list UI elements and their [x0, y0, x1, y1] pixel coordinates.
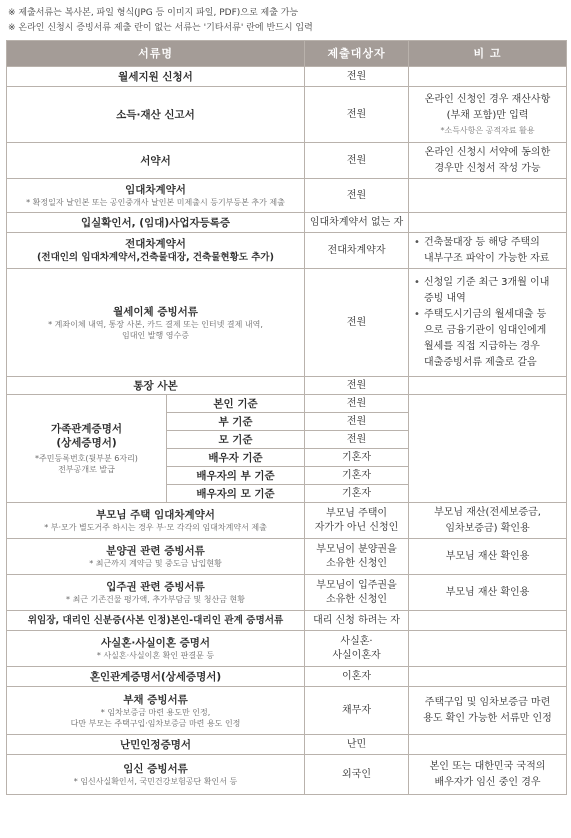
table-row: [7, 269, 567, 377]
remark-cell: [409, 667, 567, 687]
target-cell: 기혼자: [305, 467, 409, 485]
family-cert-cell: [7, 395, 167, 503]
target-cell: 외국인: [305, 755, 409, 795]
doc-note: * 사실혼·사실이혼 확인 판결문 등: [96, 651, 215, 660]
doc-name: 월세지원 신청서: [118, 70, 193, 83]
table-row: [7, 395, 567, 413]
remark-cell: 주택구입 및 임차보증금 마련 용도 확인 가능한 서류만 인정: [409, 687, 567, 735]
table-row: [7, 735, 567, 755]
target-cell: 전원: [305, 431, 409, 449]
doc-note: * 최근 기존건물 평가액, 추가부담금 및 청산금 현황: [66, 595, 245, 604]
header-target: 제출대상자: [305, 41, 409, 67]
remark-line: (부채 포함)만 입력: [446, 109, 529, 121]
notice-line-1: ※ 제출서류는 복사본, 파일 형식(JPG 등 이미지 파일, PDF)으로 제출 가능: [8, 8, 299, 18]
remark-line: 온라인 신청시 서약에 동의한: [424, 146, 551, 158]
doc-note: 임대인 발행 영수증: [122, 330, 189, 340]
family-basis: 배우자의 부 기준: [196, 469, 275, 482]
doc-note: *주민등록번호(뒷부분 6자리): [35, 454, 138, 463]
table-row: [7, 143, 567, 179]
doc-name: 부모님 주택 임대차계약서: [96, 509, 215, 521]
target-cell: 전원: [305, 143, 409, 179]
table-row: [7, 87, 567, 143]
table-row: [7, 755, 567, 795]
remark-cell: 부모님 재산 확인용: [409, 539, 567, 575]
doc-name: 서약서: [140, 154, 171, 167]
remark-cell: [409, 213, 567, 233]
remark-cell: 부모님 재산(전세보증금, 임차보증금) 확인용: [409, 503, 567, 539]
table-row: [7, 667, 567, 687]
remark-bullet: • 신청일 기준 최근 3개월 이내 증빙 내역: [412, 275, 563, 307]
remark-bullets: [412, 275, 563, 371]
doc-name: 사실혼·사실이혼 증명서: [100, 637, 211, 649]
doc-name: 통장 사본: [133, 379, 178, 392]
table-row: [7, 539, 567, 575]
target-cell: 전대차계약자: [305, 233, 409, 269]
target-cell: 기혼자: [305, 485, 409, 503]
doc-name: 월세이체 증빙서류: [113, 305, 198, 318]
remark-sub: *소득사항은 공적자료 활용: [440, 125, 535, 135]
doc-name: 입주권 관련 증빙서류: [106, 581, 205, 593]
remark-cell: [409, 67, 567, 87]
remark-bullets: [412, 235, 563, 267]
table-row: [7, 575, 567, 611]
target-cell: 전원: [305, 413, 409, 431]
table-row: [7, 213, 567, 233]
remark-cell: [409, 269, 567, 377]
remark-cell: [409, 735, 567, 755]
family-basis: 모 기준: [218, 433, 253, 446]
doc-note: 다만 부모는 주택구입·임차보증금 마련 용도 인정: [70, 718, 241, 728]
notice-line-2: ※ 온라인 신청시 증빙서류 제출 란이 없는 서류는 '기타서류' 란에 반드시 입력: [8, 23, 313, 33]
target-cell: 임대차계약서 없는 자: [305, 213, 409, 233]
doc-name: 임신 증빙서류: [123, 763, 188, 775]
doc-note: 전부공개로 발급: [58, 465, 115, 474]
table-row: [7, 377, 567, 395]
target-cell: 전원: [305, 67, 409, 87]
header-doc: 서류명: [7, 41, 305, 67]
remark-cell: [409, 377, 567, 395]
doc-note: * 확정일자 날인본 또는 공인중개사 날인본 미제출시 등기부등본 추가 제출: [26, 198, 285, 207]
family-basis: 본인 기준: [213, 397, 258, 410]
table-row: [7, 67, 567, 87]
doc-name: 임대차계약서: [125, 184, 186, 196]
target-cell: 부모님 주택이 자가가 아닌 신청인: [305, 503, 409, 539]
family-basis: 배우자의 모 기준: [196, 487, 275, 500]
table-row: [7, 179, 567, 213]
header-remark: 비 고: [409, 41, 567, 67]
table-row: [7, 233, 567, 269]
remark-bullet: • 건축물대장 등 해당 주택의 내부구조 파악이 가능한 자료: [412, 235, 563, 267]
doc-note: * 최근까지 계약금 및 중도금 납입현황: [89, 559, 222, 568]
remark-line: 온라인 신청인 경우 재산사항: [424, 93, 551, 105]
target-cell: 대리 신청 하려는 자: [305, 611, 409, 631]
doc-name: 입실확인서, (임대)사업자등록증: [80, 216, 231, 229]
doc-name: 혼인관계증명서(상세증명서): [89, 670, 222, 683]
target-cell: 난민: [305, 735, 409, 755]
doc-name-detail: (전대인의 임대차계약서,건축물대장, 건축물현황도 추가): [37, 251, 274, 263]
document-table: [6, 40, 567, 795]
doc-name: 난민인정증명서: [120, 738, 192, 751]
family-basis: 부 기준: [218, 415, 253, 428]
doc-note: * 임신사실확인서, 국민건강보험공단 확인서 등: [73, 777, 238, 786]
doc-name: 전대차계약서: [125, 237, 186, 250]
target-cell: 채무자: [305, 687, 409, 735]
remark-cell: 본인 또는 대한민국 국적의 배우자가 임신 중인 경우: [409, 755, 567, 795]
doc-name: 소득·재산 신고서: [116, 108, 195, 121]
doc-note: * 부·모가 별도거주 하시는 경우 부·모 각각의 임대차계약서 제출: [44, 523, 267, 532]
table-row: [7, 631, 567, 667]
table-row: [7, 503, 567, 539]
doc-name: 위임장, 대리인 신분증(사본 인정)본인-대리인 관계 증명서류: [27, 614, 284, 626]
doc-name: 가족관계증명서: [50, 423, 122, 435]
doc-note: * 계좌이체 내역, 통장 사본, 카드 결제 또는 인터넷 결제 내역,: [48, 319, 263, 329]
target-cell: 부모님이 입주권을 소유한 신청인: [305, 575, 409, 611]
doc-note: * 임차보증금 마련 용도만 인정,: [100, 707, 211, 717]
notice-block: [8, 6, 568, 36]
remark-cell: [409, 179, 567, 213]
target-cell: 전원: [305, 179, 409, 213]
doc-name: 분양권 관련 증빙서류: [106, 545, 205, 557]
remark-cell: [409, 611, 567, 631]
table-header-row: [7, 41, 567, 67]
doc-name: (상세증명서): [56, 437, 117, 449]
remark-cell: [409, 395, 567, 503]
table-row: [7, 611, 567, 631]
target-cell: 이혼자: [305, 667, 409, 687]
remark-line: 경우만 신청서 작성 가능: [434, 162, 541, 174]
target-cell: 전원: [305, 377, 409, 395]
remark-cell: [409, 631, 567, 667]
family-basis: 배우자 기준: [208, 451, 263, 464]
table-row: [7, 687, 567, 735]
remark-bullet: • 주택도시기금의 월세대출 등 으로 금융기관이 임대인에게 월세를 직접 지급하는 경우 대출증빙서류 제출로 갈음: [412, 307, 563, 371]
target-cell: 전원: [305, 395, 409, 413]
remark-cell: [409, 143, 567, 179]
target-cell: 전원: [305, 269, 409, 377]
target-cell: 전원: [305, 87, 409, 143]
remark-cell: [409, 87, 567, 143]
target-cell: 기혼자: [305, 449, 409, 467]
target-cell: 부모님이 분양권을 소유한 신청인: [305, 539, 409, 575]
target-cell: 사실혼· 사실이혼자: [305, 631, 409, 667]
remark-cell: [409, 233, 567, 269]
doc-name: 부채 증빙서류: [123, 693, 188, 706]
remark-cell: 부모님 재산 확인용: [409, 575, 567, 611]
